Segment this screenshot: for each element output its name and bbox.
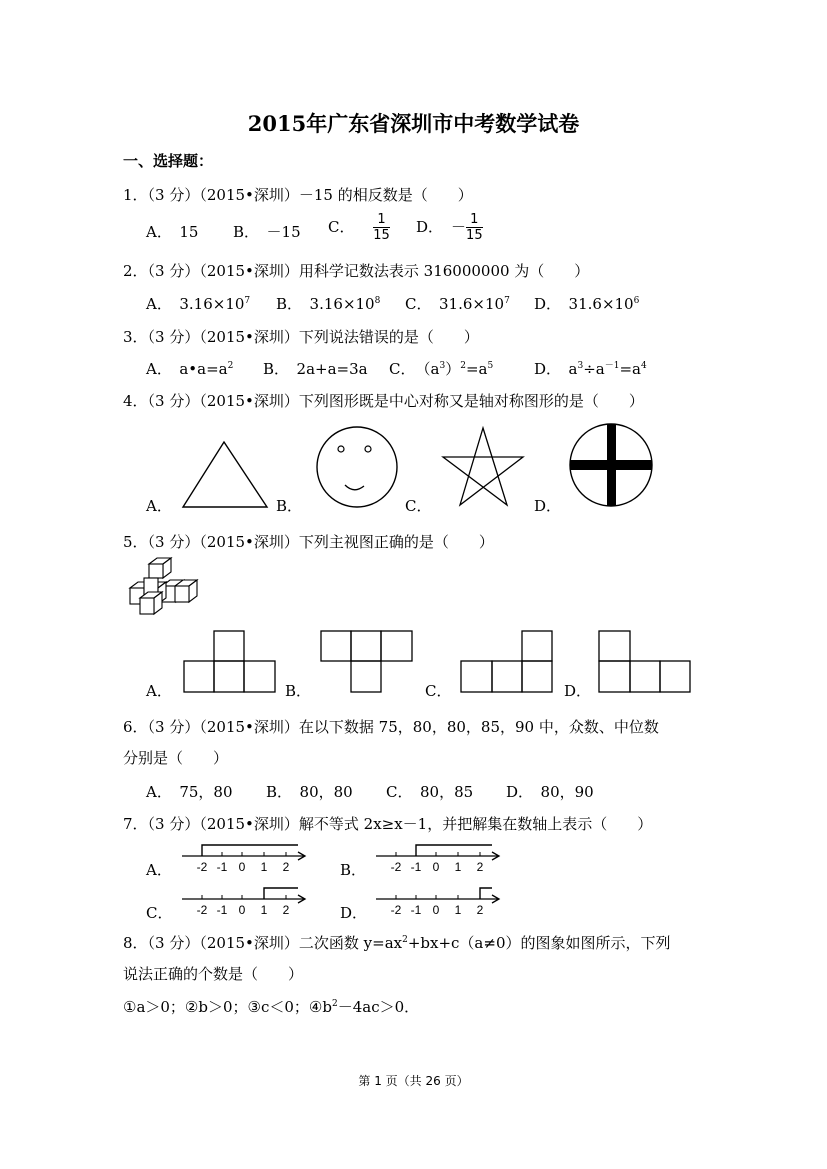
tick-label: -2 — [196, 860, 208, 874]
star-figure — [440, 424, 526, 510]
question-8-stem: 8．（3 分）（2015•深圳）二次函数 $y=ax^2+bx+c(a\ne 0)$的图象如图所示，下列 — [123, 934, 671, 952]
question-4-option-a: A． — [146, 497, 172, 515]
minus-sign: － — [451, 218, 467, 236]
solution-marker — [480, 888, 492, 899]
tick-label: 0 — [432, 903, 440, 917]
front-view-c-figure — [460, 630, 554, 693]
number-line-a — [180, 840, 310, 876]
question-6-stem: 6．（3 分）（2015•深圳）在以下数据 75，80，80，85，90 中，众数、中位数 — [123, 718, 659, 736]
solution-marker — [264, 888, 298, 899]
option-label: C． — [328, 218, 355, 236]
tick-label: 1 — [454, 903, 462, 917]
tick-label: 0 — [238, 903, 246, 917]
number-line-d — [374, 883, 504, 919]
solution-marker — [416, 845, 492, 856]
question-5-stem: 5．（3 分）（2015•深圳）下列主视图正确的是（ ） — [123, 533, 494, 551]
question-6-option-c: C． 80，85 — [386, 783, 474, 801]
question-2-option-d: D． $31.6\times 10^6$ — [534, 295, 640, 313]
question-4-stem: 4．（3 分）（2015•深圳）下列图形既是中心对称又是轴对称图形的是（ ） — [123, 392, 644, 410]
option-label: D． — [416, 218, 444, 236]
tick-label: 1 — [260, 903, 268, 917]
question-2-option-b: B． $3.16\times 10^8$ — [276, 295, 381, 313]
question-7-option-a: A． — [146, 861, 172, 879]
circle-cross-figure — [568, 422, 656, 510]
tick-label: -1 — [410, 860, 422, 874]
number-line-b — [374, 840, 504, 876]
question-6-stem-cont: 分别是（ ） — [123, 749, 229, 767]
question-1-option-c — [328, 212, 390, 244]
triangle-figure — [180, 440, 270, 510]
tick-label: -2 — [196, 903, 208, 917]
question-7-option-d: D． — [340, 904, 368, 922]
question-1-option-a: A． 15 — [146, 223, 199, 241]
smiley-face-figure — [310, 424, 404, 510]
tick-label: 1 — [260, 860, 268, 874]
question-4-option-d: D． — [534, 497, 562, 515]
front-view-b-figure — [320, 630, 414, 693]
question-4-option-c: C． — [405, 497, 432, 515]
page-footer: 第 1 页（共 26 页） — [358, 1074, 469, 1088]
question-6-option-b: B． 80，80 — [266, 783, 353, 801]
question-2-stem: 2．（3 分）（2015•深圳）用科学记数法表示 316000000 为（ ） — [123, 262, 590, 280]
tick-label: -1 — [410, 903, 422, 917]
cube-stack-figure — [122, 556, 202, 618]
question-5-option-c: C． — [425, 682, 452, 700]
tick-label: -2 — [390, 903, 402, 917]
page-title: 2015年广东省深圳市中考数学试卷 — [247, 111, 580, 136]
tick-label: 1 — [454, 860, 462, 874]
solution-marker — [202, 845, 298, 856]
tick-label: 2 — [476, 860, 484, 874]
tick-label: -2 — [390, 860, 402, 874]
tick-label: 0 — [238, 860, 246, 874]
question-7-stem: 7．（3 分）（2015•深圳）解不等式 2x≥x－1，并把解集在数轴上表示（ ） — [123, 815, 653, 833]
fraction: $\frac{1}{15}$ — [466, 212, 483, 243]
question-5-option-d: D． — [564, 682, 592, 700]
question-7-option-b: B． — [340, 861, 367, 879]
question-2-option-c: C． $31.6\times 10^7$ — [405, 295, 510, 313]
tick-label: 2 — [282, 903, 290, 917]
question-5-option-b: B． — [285, 682, 312, 700]
question-6-option-d: D． 80，90 — [506, 783, 594, 801]
tick-label: 2 — [476, 903, 484, 917]
tick-label: 0 — [432, 860, 440, 874]
question-1-stem: 1．（3 分）（2015•深圳）－15 的相反数是（ ） — [123, 186, 473, 204]
tick-label: -1 — [216, 903, 228, 917]
tick-label: 2 — [282, 860, 290, 874]
question-1-option-d — [416, 212, 483, 244]
question-3-option-c: C． $(a^3)^2=a^5$ — [389, 360, 494, 378]
front-view-d-figure — [598, 630, 692, 693]
question-3-stem: 3．（3 分）（2015•深圳）下列说法错误的是（ ） — [123, 328, 479, 346]
tick-label: -1 — [216, 860, 228, 874]
front-view-a-figure — [183, 630, 277, 693]
question-8-stem-cont: 说法正确的个数是（ ） — [123, 965, 304, 983]
question-3-option-b: B． 2a+a=3a — [263, 360, 368, 378]
question-1-option-b: B． －15 — [233, 223, 301, 241]
question-3-option-d: D． $a^3\div a^{-1}=a^4$ — [534, 360, 647, 378]
number-line-c — [180, 883, 310, 919]
question-3-option-a: A． $a•a=a^2$ — [146, 360, 234, 378]
fraction: $\frac{1}{15}$ — [373, 212, 390, 243]
question-6-option-a: A． 75，80 — [146, 783, 233, 801]
question-5-option-a: A． — [146, 682, 172, 700]
section-heading: 一、选择题： — [123, 152, 214, 170]
question-7-option-c: C． — [146, 904, 173, 922]
question-4-option-b: B． — [276, 497, 303, 515]
question-8-statements: ①a＞0；②b＞0；③c＜0；$④b^2-4ac>0$． — [123, 998, 420, 1016]
question-2-option-a: A． $3.16\times 10^7$ — [146, 295, 251, 313]
